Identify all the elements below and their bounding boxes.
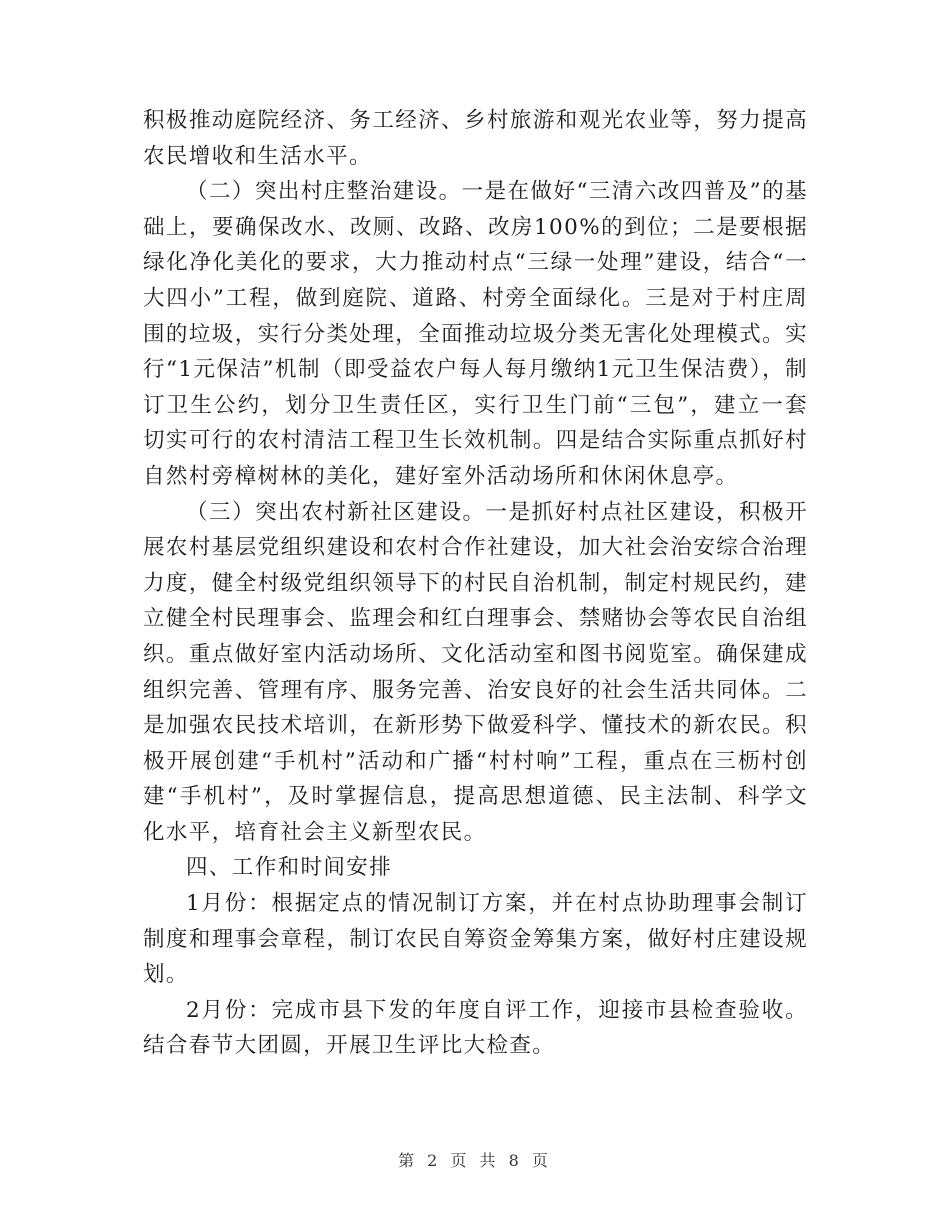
paragraph-3: （三）突出农村新社区建设。一是抓好村点社区建设，积极开展农村基层党组织建设和农村合作社建设，加大社会治安综合治理力度，健全村级党组织领导下的村民自治机制，制定村规民约，建立健全村民理事会、监理会和红白理事会、禁赌协会等农民自治组织。重点做好室内活动场所、文化活动室和图书阅览室。确保建成组织完善、管理有序、服务完善、治安良好的社会生活共同体。二是加强农民技术培训，在新形势下做爱科学、懂技术的新农民。积极开展创建“手机村”活动和广播“村村响”工程，重点在三枥村创建“手机村”，及时掌握信息，提高思想道德、民主法制、科学文化水平，培育社会主义新型农民。 (143, 499, 808, 845)
paragraph-schedule-feb: 2月份：完成市县下发的年度自评工作，迎接市县检查验收。结合春节大团圆，开展卫生评比大检查。 (143, 997, 808, 1059)
paragraph-schedule-jan: 1月份：根据定点的情况制订方案，并在村点协助理事会制订制度和理事会章程，制订农民自筹资金筹集方案，做好村庄建设规划。 (143, 891, 808, 988)
paragraph-1: 积极推动庭院经济、务工经济、乡村旅游和观光农业等，努力提高农民增收和生活水平。 (143, 108, 808, 169)
paragraph-2: （二）突出村庄整治建设。一是在做好“三清六改四普及”的基础上，要确保改水、改厕、改路、改房100%的到位；二是要根据绿化净化美化的要求，大力推动村点“三绿一处理”建设，结合“一大四小”工程，做到庭院、道路、村旁全面绿化。三是对于村庄周围的垃圾，实行分类处理，全面推动垃圾分类无害化处理模式。实行“1元保洁”机制（即受益农户每人每月缴纳1元卫生保洁费），制订卫生公约，划分卫生责任区，实行卫生门前“三包”，建立一套切实可行的农村清洁工程卫生长效机制。四是结合实际重点抓好村自然村旁樟树林的美化，建好室外活动场所和休闲休息亭。 (143, 179, 808, 489)
section-heading: 四、工作和时间安排 (186, 855, 393, 881)
document-body (143, 103, 808, 1064)
page-number: 第 2 页 共 8 页 (398, 1151, 552, 1170)
